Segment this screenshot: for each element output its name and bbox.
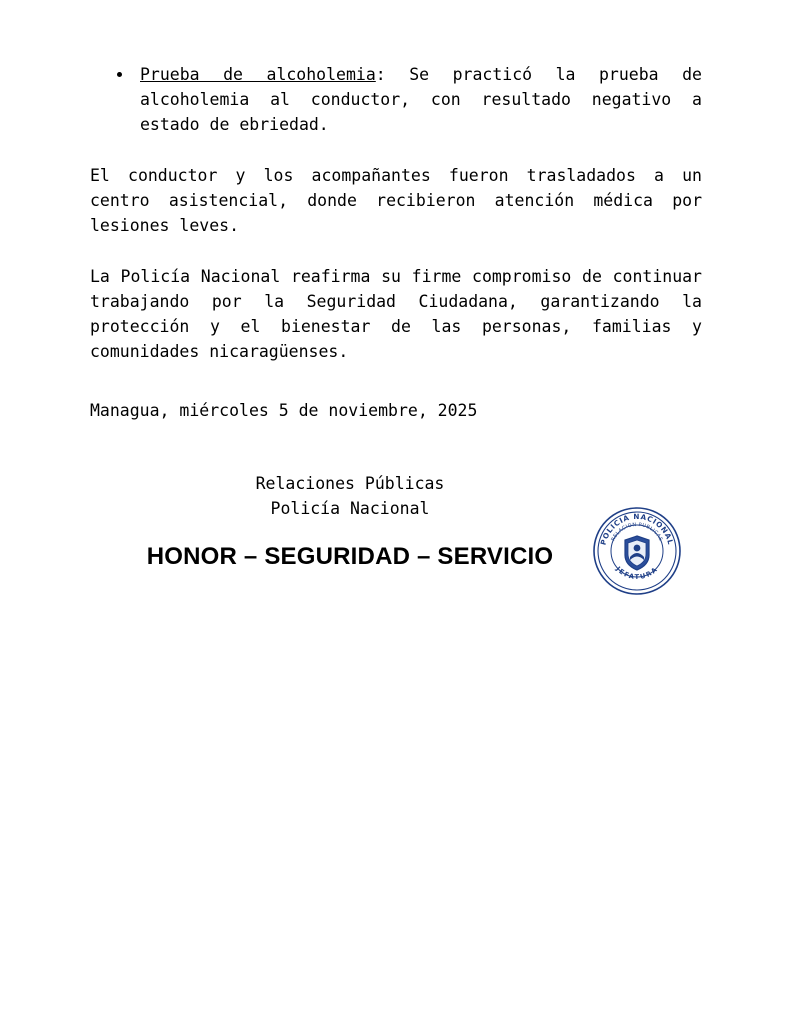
bullet-item-text (140, 62, 702, 137)
paragraph-1: El conductor y los acompañantes fueron trasladados a un centro asistencial, donde recibieron atención médica por lesiones leves. (90, 166, 702, 235)
paragraph-2: La Policía Nacional reafirma su firme compromiso de continuar trabajando por la Seguridad Ciudadana, garantizando la protección y el bienestar de las personas, familias y comunidades nicaragüenses. (90, 267, 702, 361)
bullet-dot-icon (117, 72, 122, 77)
signature-block (90, 471, 610, 521)
svg-text:RELACION PUBLICAS: RELACION PUBLICAS (610, 521, 664, 543)
police-seal-icon (591, 505, 683, 597)
svg-text:POLICIA NACIONAL: POLICIA NACIONAL (598, 511, 676, 547)
svg-text:JEFATURA: JEFATURA (614, 564, 660, 582)
document-body (90, 62, 702, 571)
bullet-item-term: Prueba de alcoholemia (140, 65, 376, 84)
list-item (90, 62, 702, 137)
dateline: Managua, miércoles 5 de noviembre, 2025 (90, 401, 478, 420)
signature-line-2: Policía Nacional (270, 499, 430, 518)
signature-line-1: Relaciones Públicas (255, 474, 445, 493)
motto-text: HONOR – SEGURIDAD – SERVICIO (146, 543, 554, 570)
bullet-item-rest: : Se practicó la prueba de alcoholemia al conductor, con resultado negativo a estado de ebriedad. (140, 65, 702, 134)
